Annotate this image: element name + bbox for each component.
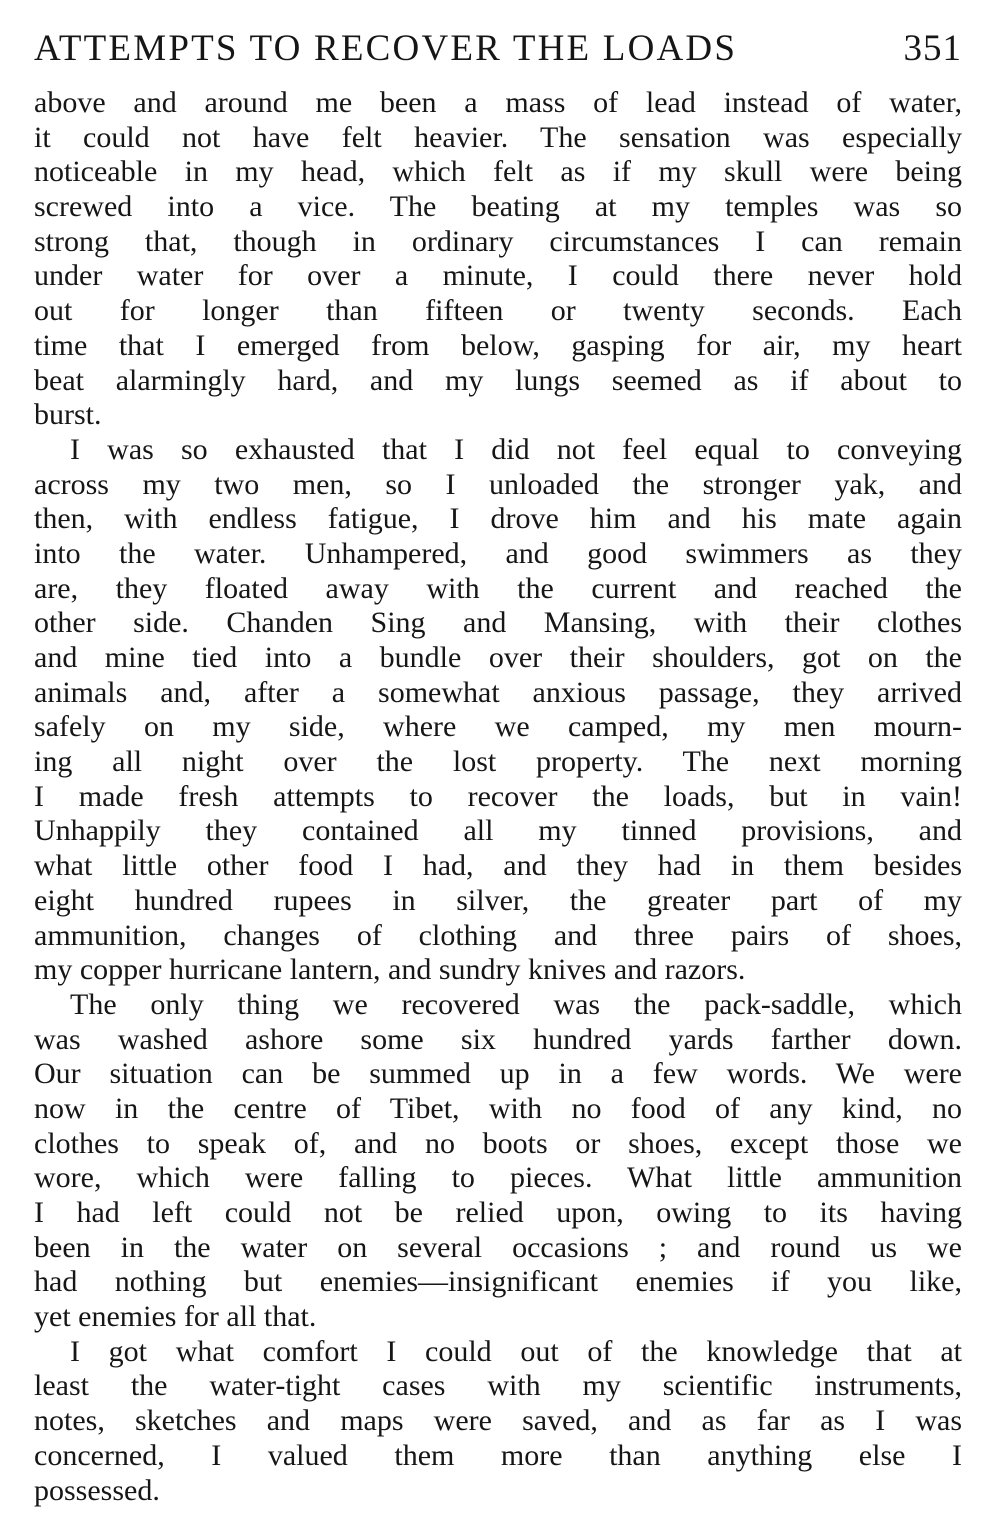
text-line: now in the centre of Tibet, with no food of any kind, no [34,1091,962,1125]
paragraph [34,1335,962,1508]
paragraph [34,433,962,988]
text-line: ing all night over the lost property. The next morning [34,745,962,779]
text-line: above and around me been a mass of lead instead of water, [34,86,962,119]
text-line: had nothing but enemies—insignificant enemies if you like, [34,1265,962,1299]
text-line: safely on my side, where we camped, my men mourn- [34,710,962,744]
page-number: 351 [903,28,962,69]
text-line: screwed into a vice. The beating at my temples was so [34,190,962,224]
text-line: across my two men, so I unloaded the stronger yak, and [34,467,962,501]
text-line: I was so exhausted that I did not feel equal to conveying [70,432,962,466]
chapter-running-title: ATTEMPTS TO RECOVER THE LOADS [34,28,738,69]
text-line: it could not have felt heavier. The sensation was especially [34,120,962,154]
text-line: clothes to speak of, and no boots or shoes, except those we [34,1126,962,1160]
text-line: I made fresh attempts to recover the loads, but in vain! [34,779,962,813]
text-line: concerned, I valued them more than anything else I [34,1438,962,1472]
text-line: under water for over a minute, I could there never hold [34,259,962,293]
text-line: animals and, after a somewhat anxious passage, they arrived [34,675,962,709]
text-line: strong that, though in ordinary circumstances I can remain [34,224,962,258]
text-line: and mine tied into a bundle over their shoulders, got on the [34,641,962,674]
text-line: out for longer than fifteen or twenty seconds. Each [34,294,962,328]
text-line: my copper hurricane lantern, and sundry knives and razors. [34,953,746,987]
text-line: possessed. [34,1473,160,1507]
paragraph [34,86,962,433]
text-line: beat alarmingly hard, and my lungs seemed as if about to [34,363,962,397]
text-line: wore, which were falling to pieces. What little ammunition [34,1161,962,1195]
text-line: other side. Chanden Sing and Mansing, with their clothes [34,606,962,640]
paragraph [34,988,962,1335]
text-line: was washed ashore some six hundred yards farther down. [34,1022,962,1056]
book-page [34,22,962,1508]
text-line: are, they floated away with the current and reached the [34,571,962,605]
text-line: then, with endless fatigue, I drove him and his mate again [34,502,962,536]
text-line: eight hundred rupees in silver, the greater part of my [34,883,962,917]
text-line: Unhappily they contained all my tinned provisions, and [34,814,962,848]
text-line: I had left could not be relied upon, owing to its having [34,1196,962,1229]
text-line: Our situation can be summed up in a few words. We were [34,1057,962,1091]
text-line: notes, sketches and maps were saved, and as far as I was [34,1404,962,1438]
text-line: yet enemies for all that. [34,1300,317,1334]
body-text [34,86,962,1508]
running-head [34,22,962,76]
text-line: been in the water on several occasions ; and round us we [34,1230,962,1264]
text-line: I got what comfort I could out of the knowledge that at [70,1334,962,1368]
text-line: burst. [34,398,102,432]
text-line: into the water. Unhampered, and good swimmers as they [34,536,962,570]
text-line: ammunition, changes of clothing and three pairs of shoes, [34,918,962,952]
text-line: what little other food I had, and they had in them besides [34,849,962,883]
text-line: least the water-tight cases with my scientific instruments, [34,1369,962,1403]
text-line: time that I emerged from below, gasping for air, my heart [34,328,962,362]
text-line: The only thing we recovered was the pack-saddle, which [70,987,962,1021]
text-line: noticeable in my head, which felt as if my skull were being [34,155,962,189]
